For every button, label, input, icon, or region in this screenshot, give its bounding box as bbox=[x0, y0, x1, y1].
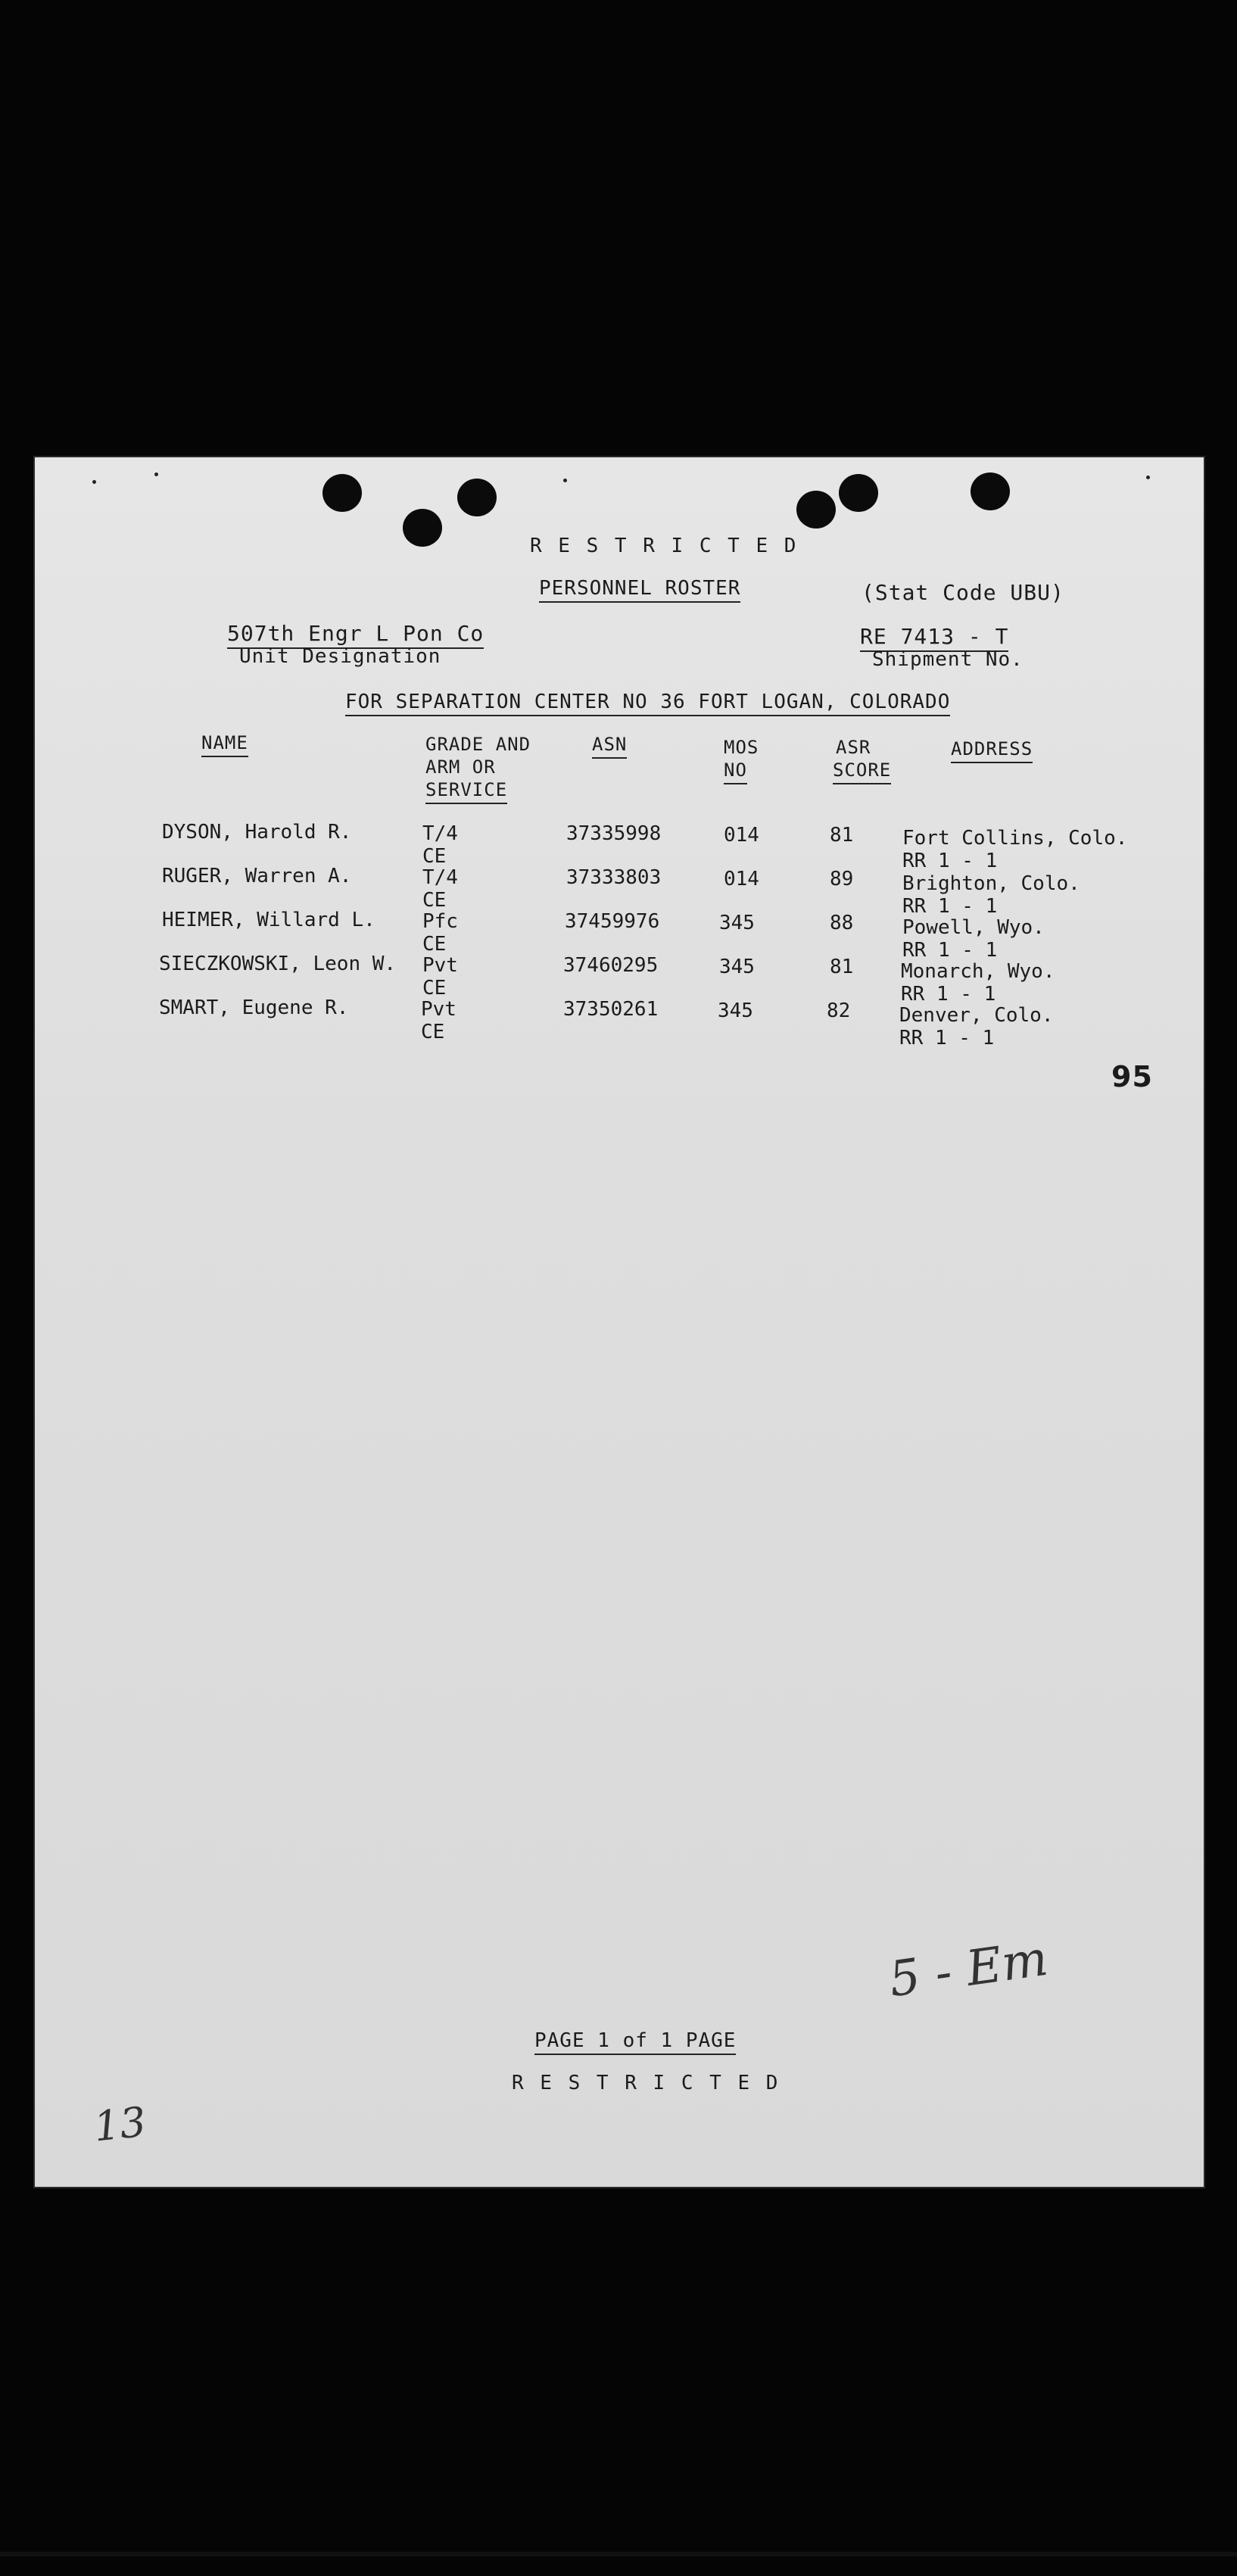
cell-grade: Pvt bbox=[421, 998, 456, 1021]
table-row bbox=[33, 953, 1205, 1006]
cell-grade: T/4 bbox=[422, 866, 458, 889]
cell-asn: 37333803 bbox=[566, 866, 662, 889]
cell-arm: CE bbox=[422, 845, 447, 868]
punch-hole bbox=[839, 474, 878, 512]
cell-asr: 88 bbox=[830, 912, 854, 934]
cell-name: DYSON, Harold R. bbox=[162, 821, 352, 844]
handwritten-note: 5 - Em bbox=[885, 1930, 1052, 2009]
cell-arm: CE bbox=[422, 977, 447, 1000]
cell-name: RUGER, Warren A. bbox=[162, 865, 352, 887]
cell-mos: 345 bbox=[719, 956, 755, 978]
cell-rr: RR 1 - 1 bbox=[902, 895, 998, 918]
cell-mos: 014 bbox=[724, 824, 759, 847]
cell-asn: 37350261 bbox=[563, 998, 659, 1021]
cell-mos: 345 bbox=[719, 912, 755, 934]
column-header-grade-1: GRADE AND bbox=[425, 734, 531, 755]
column-header-address: ADDRESS bbox=[951, 738, 1033, 763]
table-row bbox=[33, 996, 1205, 1049]
ink-speck bbox=[92, 480, 96, 484]
classification-top: R E S T R I C T E D bbox=[530, 535, 799, 557]
column-header-asr-1: ASR bbox=[836, 737, 871, 758]
column-header-asn: ASN bbox=[592, 733, 627, 759]
shipment-number-label: Shipment No. bbox=[872, 648, 1024, 671]
scanner-edge-line bbox=[0, 2552, 1237, 2556]
table-row bbox=[33, 821, 1205, 872]
classification-bottom: R E S T R I C T E D bbox=[512, 2072, 781, 2094]
cell-address: Denver, Colo. bbox=[899, 1004, 1054, 1027]
unit-designation-value: 507th Engr L Pon Co bbox=[227, 621, 484, 649]
cell-grade: T/4 bbox=[422, 822, 458, 845]
cell-asr: 82 bbox=[827, 1000, 851, 1022]
cell-asn: 37335998 bbox=[566, 822, 662, 845]
cell-rr: RR 1 - 1 bbox=[901, 983, 996, 1006]
cell-address: Powell, Wyo. bbox=[902, 916, 1045, 939]
cell-asr: 81 bbox=[830, 956, 854, 978]
column-header-mos-1: MOS bbox=[724, 737, 759, 758]
cell-mos: 345 bbox=[718, 1000, 753, 1022]
cell-name: SMART, Eugene R. bbox=[159, 996, 349, 1019]
stat-code: (Stat Code UBU) bbox=[862, 580, 1064, 605]
ink-speck bbox=[1146, 476, 1150, 479]
stamped-number: 95 bbox=[1111, 1060, 1153, 1093]
punch-hole bbox=[403, 509, 442, 547]
cell-mos: 014 bbox=[724, 868, 759, 890]
cell-asr: 81 bbox=[830, 824, 854, 847]
ink-speck bbox=[563, 479, 567, 482]
cell-asn: 37460295 bbox=[563, 954, 659, 977]
column-header-grade-3: SERVICE bbox=[425, 778, 507, 804]
cell-rr: RR 1 - 1 bbox=[899, 1027, 995, 1049]
cell-arm: CE bbox=[421, 1021, 445, 1043]
column-header-mos-2: NO bbox=[724, 759, 747, 784]
roster-title: PERSONNEL ROSTER bbox=[539, 577, 740, 603]
punch-hole bbox=[457, 479, 497, 516]
cell-grade: Pvt bbox=[422, 954, 458, 977]
punch-hole bbox=[796, 491, 836, 529]
table-row bbox=[33, 909, 1205, 962]
handwritten-corner-number: 13 bbox=[91, 2097, 148, 2151]
punch-hole bbox=[322, 474, 362, 512]
cell-asn: 37459976 bbox=[565, 910, 660, 933]
table-row bbox=[33, 865, 1205, 918]
punch-hole bbox=[971, 472, 1010, 510]
cell-address: Monarch, Wyo. bbox=[901, 960, 1055, 983]
cell-asr: 89 bbox=[830, 868, 854, 890]
shipment-number-value: RE 7413 - T bbox=[860, 624, 1008, 652]
ink-speck bbox=[154, 472, 158, 476]
destination-heading: FOR SEPARATION CENTER NO 36 FORT LOGAN, COLORADO bbox=[345, 691, 950, 716]
cell-grade: Pfc bbox=[422, 910, 458, 933]
column-header-asr-2: SCORE bbox=[833, 759, 891, 784]
document-page bbox=[33, 456, 1205, 2188]
cell-name: HEIMER, Willard L. bbox=[162, 909, 375, 931]
cell-address: Brighton, Colo. bbox=[902, 872, 1080, 895]
page-footer: PAGE 1 of 1 PAGE bbox=[534, 2029, 736, 2055]
cell-rr: RR 1 - 1 bbox=[902, 850, 998, 872]
cell-rr: RR 1 - 1 bbox=[902, 939, 998, 962]
column-header-grade-2: ARM OR bbox=[425, 756, 496, 778]
cell-name: SIECZKOWSKI, Leon W. bbox=[159, 953, 397, 975]
cell-arm: CE bbox=[422, 889, 447, 912]
column-header-name: NAME bbox=[201, 731, 248, 757]
cell-arm: CE bbox=[422, 933, 447, 956]
unit-designation-label: Unit Designation bbox=[239, 645, 441, 668]
cell-address: Fort Collins, Colo. bbox=[902, 827, 1128, 850]
